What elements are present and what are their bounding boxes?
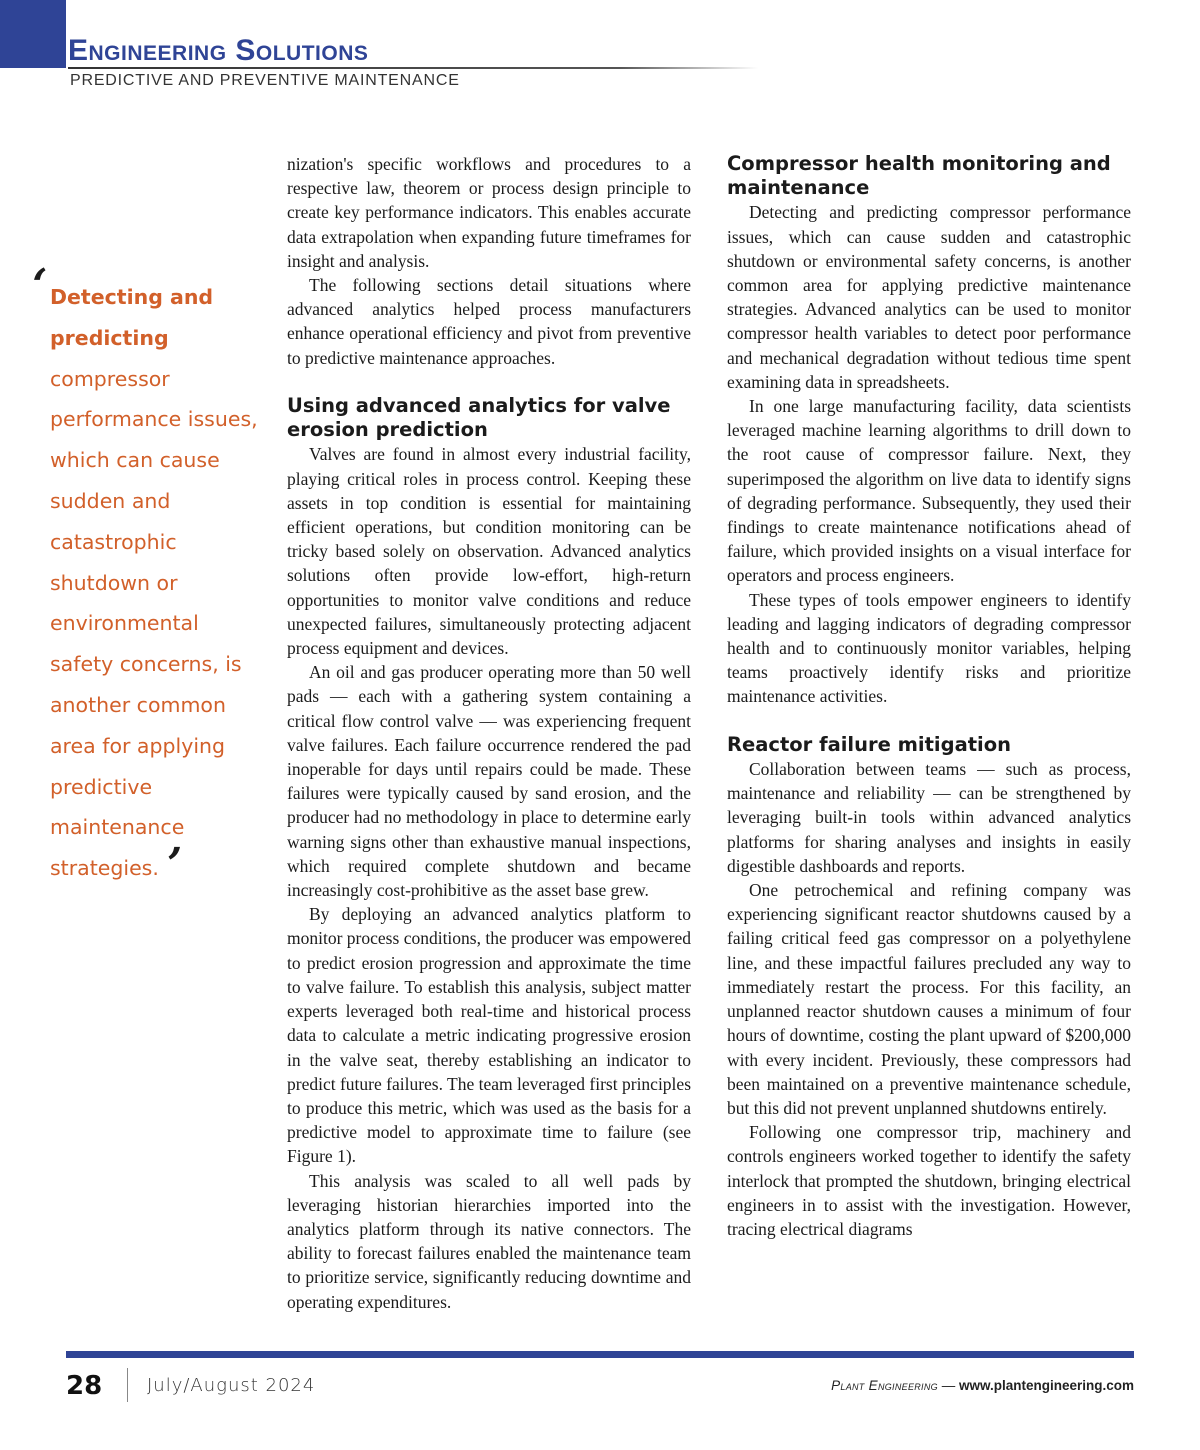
pull-quote-text: compressor performance issues, which can cause sudden and catastrophic shutdown or environmental safety concerns, is another common area for applying predictive maintenance strategies.: [50, 366, 258, 881]
page-number: 28: [66, 1371, 103, 1401]
paragraph: The following sections detail situations where advanced analytics helped process manufacturers enhance operational efficiency and pivot from preventive to predictive maintenance approaches.: [287, 275, 691, 368]
paragraph: Collaboration between teams — such as process, maintenance and reliability — can be strengthened by leveraging built-in tools within advanced analytics platforms for sharing analyses and insights in easily digestible dashboards and reports.: [727, 759, 1131, 876]
paragraph: One petrochemical and refining company was experiencing significant reactor shutdowns caused by a failing critical feed gas compressor on a polyethylene line, and these impactful failures precluded any way to immediately restart the process. For this facility, an unplanned reactor shutdown causes a minimum of four hours of downtime, costing the plant upward of $200,000 with every incident. Previously, these compressors had been maintained on a preventive maintenance schedule, but this did not prevent unplanned shutdowns entirely.: [727, 880, 1131, 1118]
title-rule: [68, 67, 758, 69]
paragraph: These types of tools empower engineers to identify leading and lagging indicators of degrading compressor health and to continuously monitor variables, helping teams proactively identify risks and prioritize maintenance activities.: [727, 589, 1131, 707]
paragraph: This analysis was scaled to all well pads by leveraging historian hierarchies imported into the analytics platform through its native connectors. The ability to forecast failures enabled the maintenance team to prioritize service, significantly reducing downtime and operating expenditures.: [287, 1170, 691, 1312]
publication-name: Plant Engineering: [831, 1378, 938, 1393]
paragraph: In one large manufacturing facility, data scientists leveraged machine learning algorithms to drill down to the root cause of compressor failure. Next, they superimposed the algorithm on live data to identify signs of degrading performance. Subsequently, they used their findings to create maintenance notifications ahead of failure, which provided insights on a visual interface for operators and process engineers.: [727, 396, 1131, 586]
footer-divider: [127, 1368, 128, 1402]
footer-separator: —: [937, 1378, 959, 1393]
right-column: [727, 152, 1131, 1241]
spacer: [727, 709, 1131, 733]
subheading-valve-erosion: Using advanced analytics for valve erosion prediction: [287, 394, 671, 442]
footer-publication: [831, 1378, 1134, 1393]
publication-url[interactable]: www.plantengineering.com: [958, 1378, 1134, 1393]
paragraph: Valves are found in almost every industrial facility, playing critical roles in process control. Keeping these assets in top condition is essential for maintaining efficient operations, but condition monitoring can be tricky based solely on observation. Advanced analytics solutions often provide low-effort, high-return opportunities to monitor valve conditions and reduce unexpected failures, simultaneously protecting adjacent process equipment and devices.: [287, 444, 691, 659]
paragraph: Detecting and predicting compressor performance issues, which can cause sudden and catastrophic shutdown or environmental safety concerns, is another common area for applying predictive maintenance strategies. Advanced analytics can be used to monitor compressor health variables to detect poor performance and mechanical degradation without tedious time spent examining data in spreadsheets.: [727, 202, 1131, 392]
pull-quote-lead: Detecting and predicting: [50, 285, 214, 350]
close-quote-icon: ’: [160, 839, 185, 891]
subheading-compressor-health: Compressor health monitoring and maintenance: [727, 152, 1111, 200]
footer-bar: [66, 1351, 1134, 1358]
paragraph: An oil and gas producer operating more than 50 well pads — each with a gathering system containing a critical flow control valve — was experiencing frequent valve failures. Each failure occurrence rendered the pad inoperable for days until repairs could be made. These failures were typically caused by sand erosion, and the producer had no methodology in place to determine early warning signs other than exhaustive manual inspections, which required complete shutdown and became increasingly cost-prohibitive as the asset base grew.: [287, 662, 691, 901]
subheading-reactor-failure: Reactor failure mitigation: [727, 732, 1012, 756]
section-title: Engineering Solutions: [68, 34, 369, 67]
paragraph: Following one compressor trip, machinery and controls engineers worked together to identify the safety interlock that prompted the shutdown, bringing electrical engineers in to assist with the investigation. However, tracing electrical diagrams: [727, 1122, 1131, 1239]
paragraph: By deploying an advanced analytics platform to monitor process conditions, the producer was empowered to predict erosion progression and approximate the time to valve failure. To establish this analysis, subject matter experts leveraged both real-time and historical process data to calculate a metric indicating progressive erosion in the valve seat, thereby establishing an indicator to predict future failures. The team leveraged first principles to produce this metric, which was used as the basis for a predictive model to approximate time to failure (see Figure 1).: [287, 904, 691, 1167]
open-quote-icon: ‘: [25, 260, 50, 311]
section-subtitle: PREDICTIVE AND PREVENTIVE MAINTENANCE: [70, 72, 460, 89]
spacer: [287, 370, 691, 394]
paragraph: nization's specific workflows and procedures to a respective law, theorem or process design principle to create key performance indicators. This enables accurate data extrapolation when expanding future timeframes for insight and analysis.: [287, 154, 691, 271]
middle-column: [287, 152, 691, 1314]
issue-date: July/August 2024: [147, 1375, 316, 1396]
pull-quote: [50, 277, 265, 889]
section-color-block: [0, 0, 66, 68]
